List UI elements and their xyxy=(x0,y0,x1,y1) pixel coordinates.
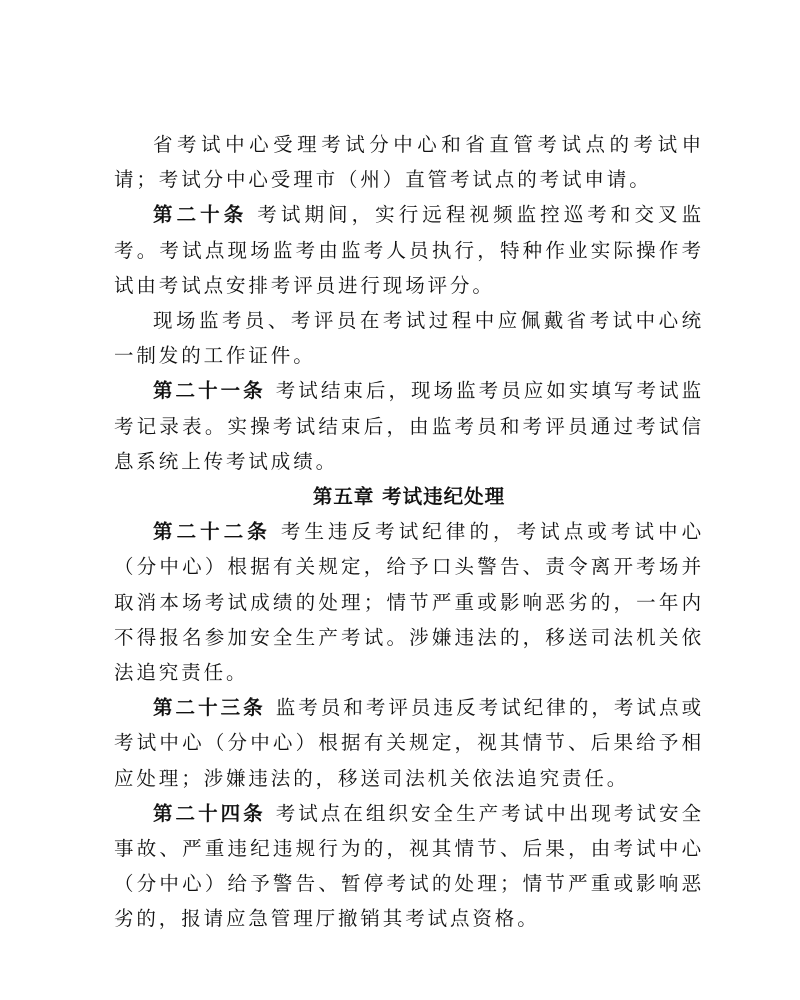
paragraph xyxy=(114,127,704,197)
paragraph xyxy=(114,514,704,690)
paragraph-text: 省考试中心受理考试分中心和省直管考试点的考试申请；考试分中心受理市（州）直管考试点的考试申请。 xyxy=(114,133,704,192)
article-number: 第二十三条 xyxy=(153,696,266,720)
article-number: 第二十四条 xyxy=(153,801,266,825)
paragraph-text: 现场监考员、考评员在考试过程中应佩戴省考试中心统一制发的工作证件。 xyxy=(114,309,704,368)
document-page xyxy=(114,127,704,937)
paragraph xyxy=(114,690,704,796)
paragraph-text: 考生违反考试纪律的，考试点或考试中心（分中心）根据有关规定，给予口头警告、责令离开考场并取消本场考试成绩的处理；情节严重或影响恶劣的，一年内不得报名参加安全生产考试。涉嫌违法的，移送司法机关依法追究责任。 xyxy=(114,520,704,685)
article-number: 第二十条 xyxy=(153,203,248,227)
article-number: 第二十二条 xyxy=(153,520,271,544)
paragraph xyxy=(114,197,704,303)
article-number: 第二十一条 xyxy=(153,379,266,403)
paragraph xyxy=(114,796,704,937)
paragraph xyxy=(114,373,704,479)
paragraph xyxy=(114,303,704,373)
paragraph-text: 考试结束后，现场监考员应如实填写考试监考记录表。实操考试结束后，由监考员和考评员通过考试信息系统上传考试成绩。 xyxy=(114,379,704,473)
chapter-title: 第五章 考试违纪处理 xyxy=(312,485,506,509)
paragraph-text: 监考员和考评员违反考试纪律的，考试点或考试中心（分中心）根据有关规定，视其情节、后果给予相应处理；涉嫌违法的，移送司法机关依法追究责任。 xyxy=(114,696,704,790)
paragraph-text: 考试期间，实行远程视频监控巡考和交叉监考。考试点现场监考由监考人员执行，特种作业实际操作考试由考试点安排考评员进行现场评分。 xyxy=(114,203,704,297)
paragraph-text: 考试点在组织安全生产考试中出现考试安全事故、严重违纪违规行为的，视其情节、后果，由考试中心（分中心）给予警告、暂停考试的处理；情节严重或影响恶劣的，报请应急管理厅撤销其考试点资格。 xyxy=(114,801,704,931)
